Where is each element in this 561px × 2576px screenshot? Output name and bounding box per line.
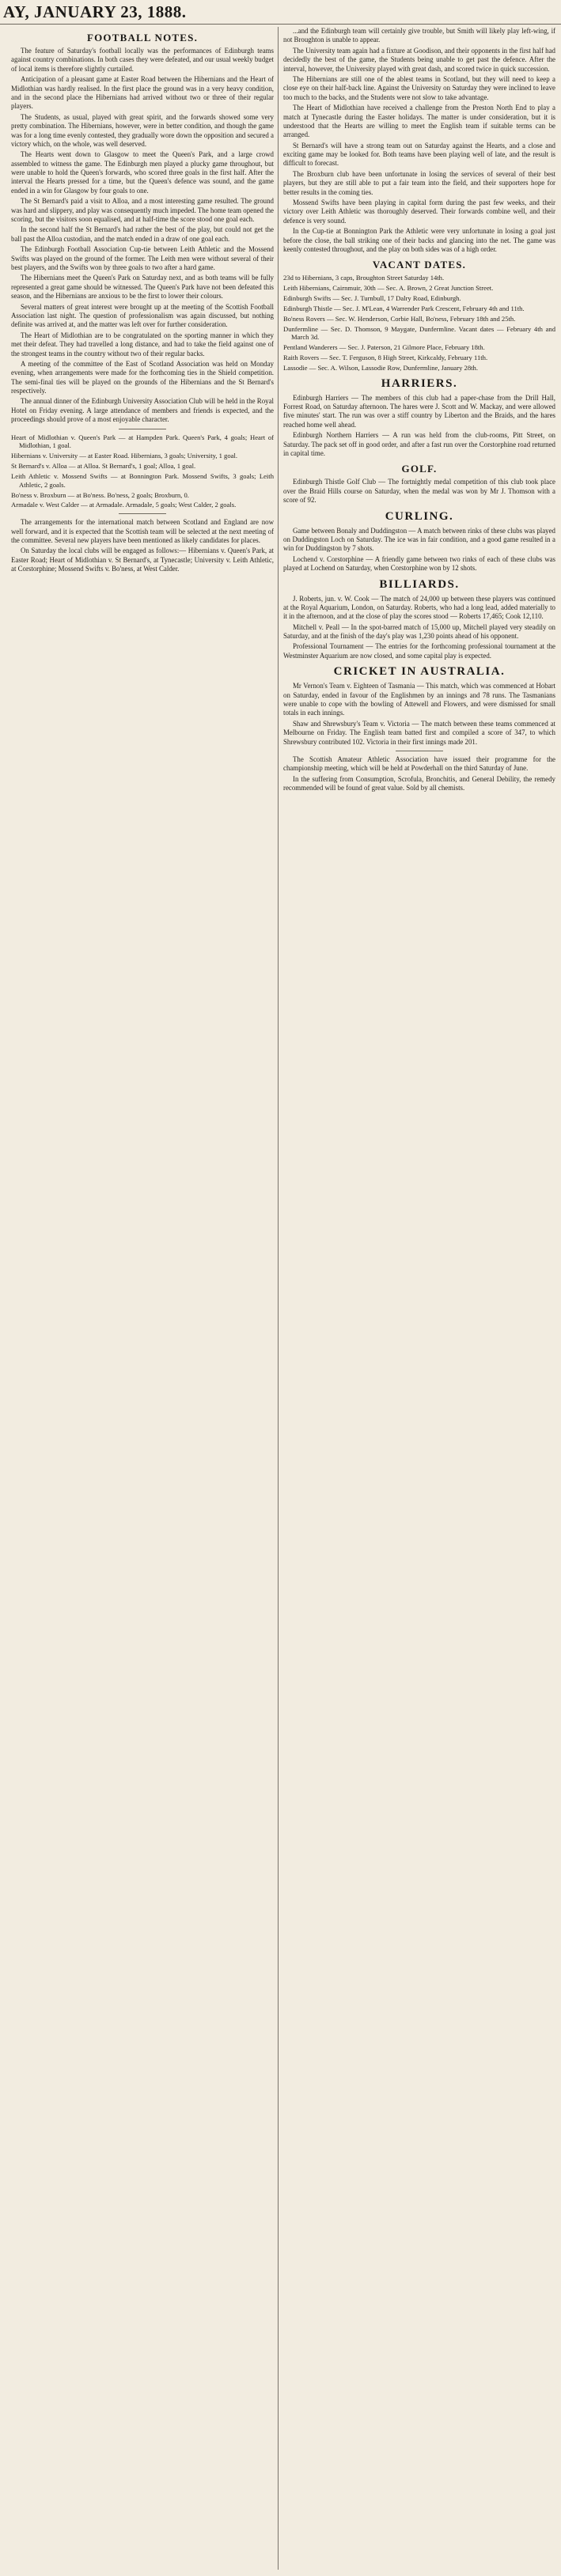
billiards-paragraph: Professional Tournament — The entries for the forthcoming professional tournament at the Westminster Aquarium are now closed, and some capital play is expected. [283, 642, 555, 660]
billiards-paragraph: Mitchell v. Peall — In the spot-barred match of 15,000 up, Mitchell played very steadily on Saturday, and at the finish of the day's play was 1,230 points ahead of his opponent. [283, 622, 555, 641]
section-divider [119, 513, 166, 514]
page-date: AY, JANUARY 23, 1888. [3, 2, 187, 21]
vacant-date-entry: Edinburgh Thistle — Sec. J. M'Lean, 4 Warrender Park Crescent, February 4th and 11th. [283, 304, 525, 312]
golf-paragraph: Edinburgh Thistle Golf Club — The fortnightly medal competition of this club took place over the Braid Hills course on Saturday, when the medal was won by Mr J. Thomson with a score of 92. [283, 478, 555, 505]
article-paragraph: The University team again had a fixture at Goodison, and their opponents in the first half had decidedly the best of the game, the Students being unable to get past the defence. After the interval, however, the University played with great dash, and scored twice in quick succession. [283, 46, 555, 73]
article-paragraph: Mossend Swifts have been playing in capital form during the past few weeks, and their victory over Leith Athletic was thoroughly deserved. Their forwards combine well, and their defence is very sound. [283, 199, 555, 225]
football-results-list [11, 433, 274, 510]
article-paragraph: In the Cup-tie at Bonnington Park the Athletic were very unfortunate in losing a goal just before the close, the ball striking one of their backs and glancing into the net. The game was keenly contested throughout, and the play on both sides was of a high order. [283, 227, 555, 253]
article-paragraph: In the second half the St Bernard's had rather the best of the play, but could not get the ball past the Alloa custodian, and the match ended in a draw of one goal each. [11, 225, 274, 243]
football-heading: FOOTBALL NOTES. [86, 32, 199, 44]
article-paragraph: The Hearts went down to Glasgow to meet the Queen's Park, and a large crowd assembled to witness the game. The Edinburgh men played a plucky game throughout, but were unable to hold the Queen's forwards, who scored three goals in the first half. After the interval the Hearts pressed for a time, but the Queen's defence was sound, and the game ended in a win for Glasgow by four goals to one. [11, 150, 274, 195]
article-paragraph: A meeting of the committee of the East of Scotland Association was held on Monday evening, when arrangements were made for the forthcoming ties in the Shield competition. The semi-final ties will be played on the grounds of the Hibernians and the St Bernard's respectively. [11, 359, 274, 395]
article-paragraph: The feature of Saturday's football locally was the performances of Edinburgh teams against country combinations. In both cases they were defeated, and our usual weekly budget of local items is therefore slightly curtailed. [11, 47, 274, 73]
billiards-heading: BILLIARDS. [379, 577, 460, 591]
right-column [283, 27, 555, 2572]
match-result: Hibernians v. University — at Easter Road. Hibernians, 3 goals; University, 1 goal. [11, 452, 238, 460]
misc-paragraph: The Scottish Amateur Athletic Association have issued their programme for the championship meeting, which will be held at Powderhall on the third Saturday of June. [283, 755, 555, 773]
golf-section [283, 478, 555, 505]
article-paragraph: The St Bernard's paid a visit to Alloa, and a most interesting game resulted. The ground was hard and slippery, and play was consequently much impeded. The home team opened the scoring, but the visitors soon equalised, and at half-time the score stood one goal each. [11, 197, 274, 224]
article-paragraph: On Saturday the local clubs will be engaged as follows:— Hibernians v. Queen's Park, at Easter Road; Heart of Midlothian v. St Bernard's, at Tynecastle; University v. Leith Athletic, at Corstorphine; Mossend Swifts v. Bo'ness, at West Calder. [11, 547, 274, 573]
curling-section [283, 527, 555, 573]
article-paragraph: The arrangements for the international match between Scotland and England are now well forward, and it is expected that the Scottish team will be selected at the next meeting of the committee. Several new players have been mentioned as likely candidates for places. [11, 518, 274, 545]
article-paragraph: The annual dinner of the Edinburgh University Association Club will be held in the Royal Hotel on Friday evening. A large attendance of members and friends is expected, and the proceedings should prove of a most enjoyable character. [11, 397, 274, 424]
vacant-dates-list [283, 274, 555, 372]
misc-paragraph: In the suffering from Consumption, Scrofula, Bronchitis, and General Debility, the remedy recommended will be found of great value. Sold by all chemists. [283, 774, 555, 792]
billiards-section [283, 595, 555, 661]
curling-heading: CURLING. [385, 509, 454, 523]
cricket-section [283, 682, 555, 747]
vacant-date-entry: 23d to Hibernians, 3 caps, Broughton Street Saturday 14th. [283, 274, 445, 282]
article-paragraph: ...and the Edinburgh team will certainly give trouble, but Smith will likely play left-wing, if not Broughton is unable to appear. [283, 27, 555, 44]
vacant-date-entry: Dunfermline — Sec. D. Thomson, 9 Maygate, Dunfermline. Vacant dates — February 4th and March 3d. [283, 324, 555, 342]
vacant-date-entry: Leith Hibernians, Cairnmuir, 30th — Sec. A. Brown, 2 Great Junction Street. [283, 284, 494, 293]
harriers-paragraph: Edinburgh Northern Harriers — A run was held from the club-rooms, Pitt Street, on Saturday. The pack set off in good order, and after a fast run over the Corstorphine road returned in capital time. [283, 431, 555, 457]
masthead [0, 0, 561, 25]
curling-paragraph: Lochend v. Corstorphine — A friendly game between two rinks of each of these clubs was played at Lochend on Saturday, when Corstorphine won by 12 shots. [283, 554, 555, 573]
harriers-paragraph: Edinburgh Harriers — The members of this club had a paper-chase from the Drill Hall, Forrest Road, on Saturday afternoon. The hares were J. Scott and W. Mackay, and were allowed five minutes' start. The run was over a stiff country by Liberton and the Braids, and the hares reached home well ahead. [283, 393, 555, 429]
miscellaneous-notes [283, 755, 555, 793]
vacant-date-entry: Bo'ness Rovers — Sec. W. Henderson, Corbie Hall, Bo'ness, February 18th and 25th. [283, 314, 516, 323]
article-paragraph: St Bernard's will have a strong team out on Saturday against the Hearts, and a close and exciting game may be looked for. Both teams have been playing well of late, and the result is difficult to forecast. [283, 141, 555, 168]
billiards-paragraph: J. Roberts, jun. v. W. Cook — The match of 24,000 up between these players was continued at the Royal Aquarium, London, on Saturday. Roberts, who had a long lead, added materially to it in the afternoon, and at the close of play the scores stood — Roberts 17,465; Cook 12,110. [283, 594, 555, 621]
vacant-date-entry: Lassodie — Sec. A. Wilson, Lassodie Row, Dunfermline, January 28th. [283, 363, 478, 372]
harriers-heading: HARRIERS. [381, 376, 458, 390]
football-closing-notes [11, 518, 274, 573]
article-paragraph: The Heart of Midlothian have received a challenge from the Preston North End to play a match at Tynecastle during the Easter holidays. The matter is under consideration, but it is understood that the Hearts are willing to meet the English team if suitable terms can be arranged. [283, 104, 555, 139]
article-paragraph: The Hibernians meet the Queen's Park on Saturday next, and as both teams will be fully represented a great game should be witnessed. The Queen's Park have not been defeated this season, and the Hibernians are anxious to be the first to lower their colours. [11, 274, 274, 301]
left-column [11, 27, 274, 2572]
article-paragraph: Anticipation of a pleasant game at Easter Road between the Hibernians and the Heart of Midlothian was hardly realised. In the first place the ground was in a very heavy condition, and in the second place the Hibernians had arrived without two or three of their regular players. [11, 75, 274, 111]
article-paragraph: The Broxburn club have been unfortunate in losing the services of several of their best players, but they are still able to put a fair team into the field, and their supporters hope for better results in the coming ties. [283, 169, 555, 196]
vacant-dates-heading: VACANT DATES. [372, 259, 467, 271]
football-article [11, 47, 274, 425]
column-rule [278, 27, 279, 2570]
match-result: St Bernard's v. Alloa — at Alloa. St Bernard's, 1 goal; Alloa, 1 goal. [11, 462, 196, 471]
match-result: Leith Athletic v. Mossend Swifts — at Bonnington Park. Mossend Swifts, 3 goals; Leith Athletic, 2 goals. [11, 471, 274, 489]
article-paragraph: The Hibernians are still one of the ablest teams in Scotland, but they will need to keep a close eye on their half-back line. Against the University on Saturday they were inclined to leave too much to the backs, and the Students were not slow to take advantage. [283, 74, 555, 101]
match-result: Bo'ness v. Broxburn — at Bo'ness. Bo'ness, 2 goals; Broxburn, 0. [11, 490, 189, 499]
match-result: Armadale v. West Calder — at Armadale. Armadale, 5 goals; West Calder, 2 goals. [11, 501, 237, 509]
curling-paragraph: Game between Bonaly and Duddingston — A match between rinks of these clubs was played on Duddingston Loch on Saturday. The ice was in fair condition, and a good game resulted in a win for Duddingston by 7 shots. [283, 526, 555, 553]
vacant-date-entry: Pentland Wanderers — Sec. J. Paterson, 21 Gilmore Place, February 18th. [283, 343, 485, 352]
harriers-section [283, 394, 555, 459]
cricket-heading: CRICKET IN AUSTRALIA. [333, 665, 506, 679]
cricket-paragraph: Shaw and Shrewsbury's Team v. Victoria — The match between these teams commenced at Melbourne on Friday. The English team batted first and compiled a score of 347, to which Shrewsbury contributed 102. Victoria in their first innings made 201. [283, 719, 555, 746]
cricket-paragraph: Mr Vernon's Team v. Eighteen of Tasmania — This match, which was commenced at Hobart on Saturday, ended in favour of the Englishmen by an innings and 78 runs. The Tasmanians were unable to cope with the bowling of Attewell and Flowers, and were dismissed for small totals in each innings. [283, 682, 555, 717]
article-paragraph: Several matters of great interest were brought up at the meeting of the Scottish Football Association last night. The question of professionalism was again discussed, but nothing definite was arrived at, and the matter was left over for further consideration. [11, 302, 274, 329]
article-paragraph: The Edinburgh Football Association Cup-tie between Leith Athletic and the Mossend Swifts was played on the ground of the former. The Leith men were without several of their best players, and the Swifts won by three goals to two after a hard game. [11, 245, 274, 271]
match-result: Heart of Midlothian v. Queen's Park — at Hampden Park. Queen's Park, 4 goals; Heart of Midlothian, 1 goal. [11, 433, 274, 450]
football-article-continued [283, 27, 555, 254]
vacant-date-entry: Edinburgh Swifts — Sec. J. Turnbull, 17 Dalry Road, Edinburgh. [283, 294, 461, 303]
article-paragraph: The Heart of Midlothian are to be congratulated on the sporting manner in which they met their defeat. They had travelled a long distance, and had to take the field against one of the strongest teams in the country without two of their regular backs. [11, 331, 274, 357]
article-paragraph: The Students, as usual, played with great spirit, and the forwards showed some very pretty combination. The Hibernians, however, were in better condition, and though the game was for a long time evenly contested, they gradually wore down the opposition and secured a victory which, on the whole, was well deserved. [11, 112, 274, 148]
vacant-date-entry: Raith Rovers — Sec. T. Ferguson, 8 High Street, Kirkcaldy, February 11th. [283, 354, 488, 361]
golf-heading: GOLF. [401, 463, 438, 475]
